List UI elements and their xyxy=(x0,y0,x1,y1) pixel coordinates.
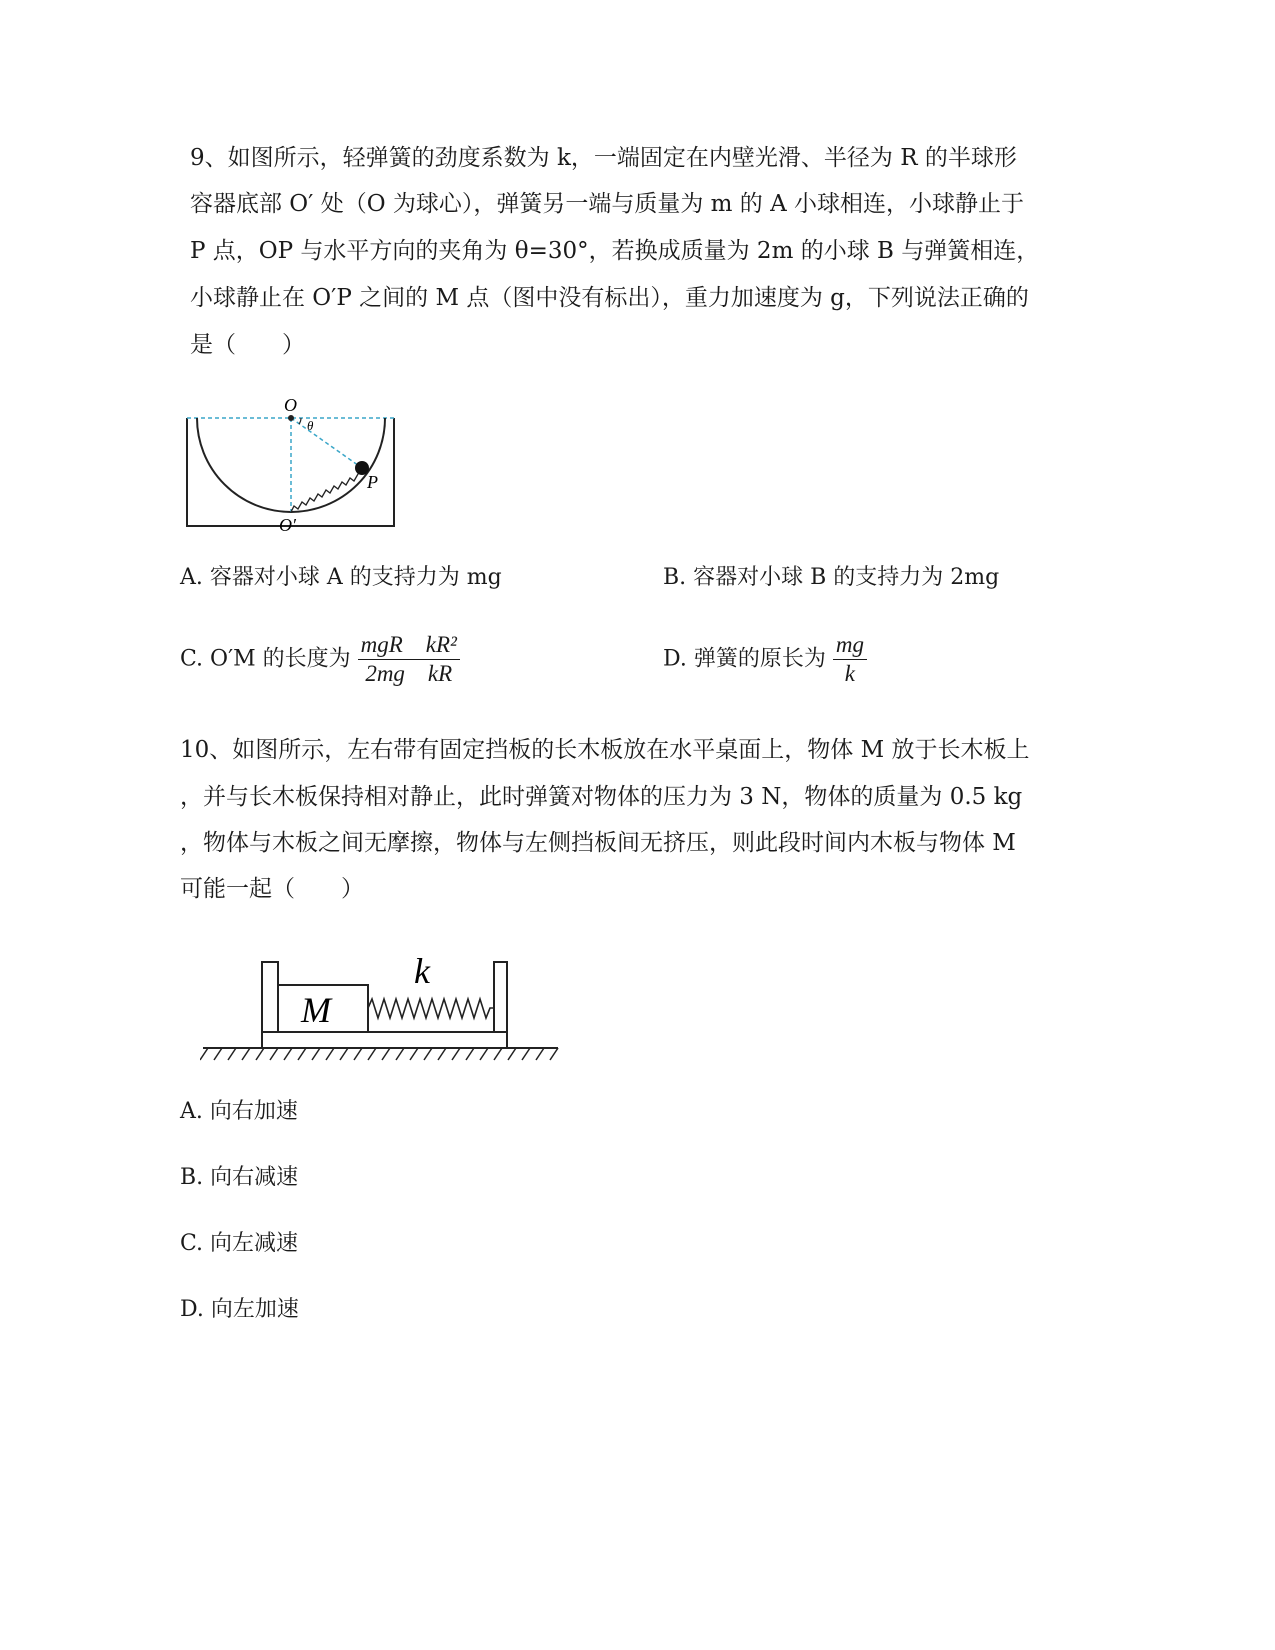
q9-option-c-fraction xyxy=(358,631,460,688)
q10-figure xyxy=(200,945,565,1070)
q9-option-a: A. 容器对小球 A 的支持力为 mg xyxy=(180,565,502,590)
q9-option-c-denominator: 2mg kR xyxy=(365,661,453,686)
right-baffle xyxy=(494,962,507,1032)
q10-option-a: A. 向右加速 xyxy=(180,1099,298,1124)
q10-option-d: D. 向左加速 xyxy=(180,1297,299,1322)
q10-line-4: 可能一起（ ） xyxy=(180,876,364,902)
label-m: M xyxy=(301,990,331,1030)
q9-figure xyxy=(180,392,410,542)
q10-option-c: C. 向左减速 xyxy=(180,1231,299,1256)
q9-line-5: 是（ ） xyxy=(190,332,305,358)
q9-option-d-denominator: k xyxy=(844,661,856,686)
ground-hatching xyxy=(200,1048,558,1060)
left-baffle xyxy=(262,962,278,1032)
q9-option-c-numerator: mgR kR² xyxy=(358,631,460,660)
q9-option-c-prefix: C. O′M 的长度为 xyxy=(180,646,351,672)
label-k: k xyxy=(414,951,430,991)
label-p: P xyxy=(367,472,378,492)
q9-option-d-fraction xyxy=(833,631,867,688)
q10-line-1: 10、如图所示，左右带有固定挡板的长木板放在水平桌面上，物体 M 放于长木板上 xyxy=(180,737,1030,763)
q9-option-b: B. 容器对小球 B 的支持力为 2mg xyxy=(663,565,1000,590)
label-o-prime: O′ xyxy=(279,515,296,535)
q9-line-2: 容器底部 O′ 处（O 为球心），弹簧另一端与质量为 m 的 A 小球相连，小球静止于 xyxy=(190,191,1025,217)
label-o: O xyxy=(284,395,297,415)
q10-option-b: B. 向右减速 xyxy=(180,1165,299,1190)
q9-option-d-numerator: mg xyxy=(833,631,867,660)
q9-option-d xyxy=(663,631,867,688)
q9-option-d-prefix: D. 弹簧的原长为 xyxy=(663,646,826,672)
q10-line-2: ，并与长木板保持相对静止，此时弹簧对物体的压力为 3 N，物体的质量为 0.5 kg xyxy=(180,784,1023,810)
q9-line-4: 小球静止在 O′P 之间的 M 点（图中没有标出），重力加速度为 g，下列说法正确的 xyxy=(190,285,1029,311)
label-theta: θ xyxy=(307,418,314,433)
spring xyxy=(368,999,494,1018)
q10-line-3: ，物体与木板之间无摩擦，物体与左侧挡板间无挤压，则此段时间内木板与物体 M xyxy=(180,830,1016,856)
q9-option-c xyxy=(180,631,460,688)
long-board xyxy=(262,1032,507,1048)
q9-line-1: 9、如图所示，轻弹簧的劲度系数为 k，一端固定在内壁光滑、半径为 R 的半球形 xyxy=(190,145,1017,171)
q9-line-3: P 点，OP 与水平方向的夹角为 θ=30°，若换成质量为 2m 的小球 B 与弹簧相连， xyxy=(190,238,1040,264)
